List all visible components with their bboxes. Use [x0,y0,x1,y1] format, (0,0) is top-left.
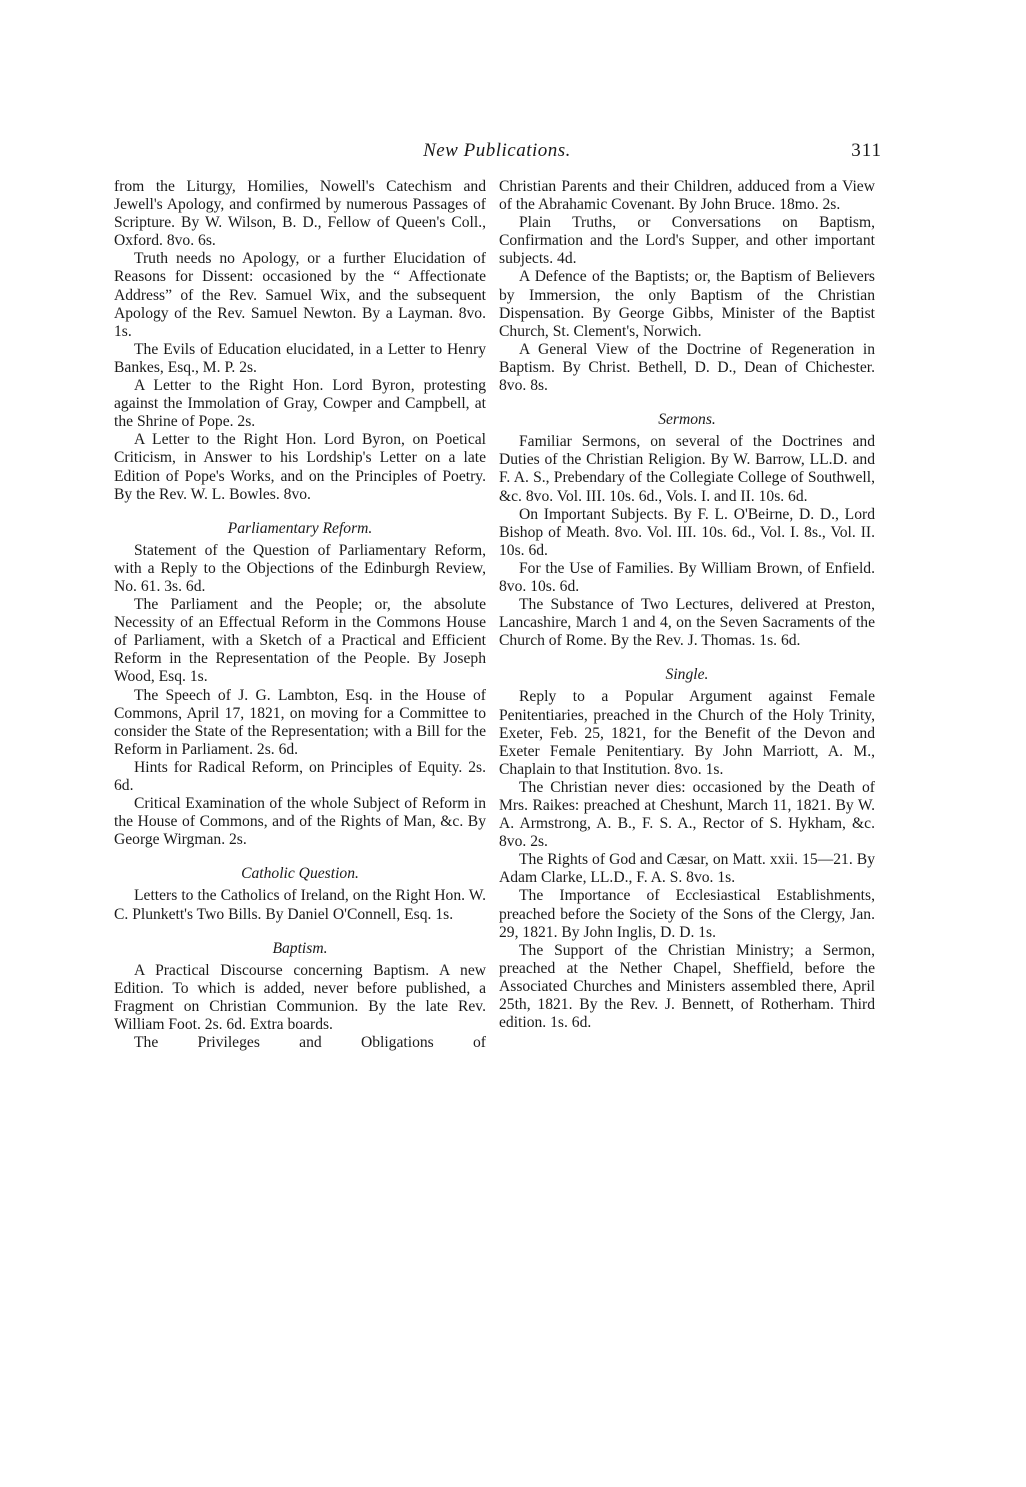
list-item: The Speech of J. G. Lambton, Esq. in the House of Commons, April 17, 1821, on moving for a Committee to consider the State of the Representation; with a Bill for the Reform in Parliament. 2s. 6d. [114,686,486,758]
section-heading-baptism: Baptism. [272,939,328,957]
section-heading-catholic-question: Catholic Question. [241,865,359,883]
section-heading-single: Single. [665,666,709,684]
list-item: Statement of the Question of Parliamentary Reform, with a Reply to the Objections of the Edinburgh Review, No. 61. 3s. 6d. [114,541,486,595]
right-column [499,178,875,1032]
list-item: The Parliament and the People; or, the absolute Necessity of an Effectual Reform in the Commons House of Parliament, with a Sketch of a Practical and Efficient Reform in the Representation of the People. By Joseph Wood, Esq. 1s. [114,596,486,686]
page-header [112,140,882,164]
list-item: A Defence of the Baptists; or, the Baptism of Believers by Immersion, the only Baptism of the Christian Dispensation. By George Gibbs, Minister of the Baptist Church, St. Clement's, Norwich. [499,268,875,340]
list-item: The Support of the Christian Ministry; a Sermon, preached at the Nether Chapel, Sheffield, before the Associated Churches and Ministers assembled there, April 25th, 1821. By the Rev. J. Bennett, of Rotherham. Third edition. 1s. 6d. [499,941,875,1032]
list-item: The Evils of Education elucidated, in a Letter to Henry Bankes, Esq., M. P. 2s. [114,340,486,376]
list-item: For the Use of Families. By William Brown, of Enfield. 8vo. 10s. 6d. [499,559,875,595]
list-item: Hints for Radical Reform, on Principles of Equity. 2s. 6d. [114,758,486,794]
list-item: A Letter to the Right Hon. Lord Byron, on Poetical Criticism, in Answer to his Lordship's Letter on a late Edition of Pope's Works, and on the Principles of Poetry. By the Rev. W. L. Bowles. 8vo. [114,431,486,503]
list-item: The Christian never dies: occasioned by the Death of Mrs. Raikes: preached at Cheshunt, March 11, 1821. By W. A. Armstrong, A. B., F. S. A., Rector of S. Hykham, &c. 8vo. 2s. [499,778,875,851]
list-item: A Letter to the Right Hon. Lord Byron, protesting against the Immolation of Gray, Cowper and Campbell, at the Shrine of Pope. 2s. [114,377,486,431]
list-item: Reply to a Popular Argument against Female Penitentiaries, preached in the Church of the Holy Trinity, Exeter, Feb. 25, 1821, for the Benefit of the Devon and Exeter Female Penitentiary. By John Marriott, A. M., Chaplain to that Institution. 8vo. 1s. [499,688,875,778]
continued-entry-start: The Privileges and Obligations of [134,1034,486,1052]
list-item: Critical Examination of the whole Subject of Reform in the House of Commons, and of the Rights of Man, &c. By George Wirgman. 2s. [114,795,486,849]
list-item: The Rights of God and Cæsar, on Matt. xxii. 15—21. By Adam Clarke, LL.D., F. A. S. 8vo. 1s. [499,851,875,887]
list-item: Christian Parents and their Children, adduced from a View of the Abrahamic Covenant. By John Bruce. 18mo. 2s. [499,178,875,214]
list-item: A Practical Discourse concerning Baptism. A new Edition. To which is added, never before published, a Fragment on Christian Communion. By the late Rev. William Foot. 2s. 6d. Extra boards. [114,961,486,1034]
list-item: Letters to the Catholics of Ireland, on the Right Hon. W. C. Plunkett's Two Bills. By Daniel O'Connell, Esq. 1s. [114,887,486,923]
list-item: from the Liturgy, Homilies, Nowell's Catechism and Jewell's Apology, and confirmed by numerous Passages of Scripture. By W. Wilson, B. D., Fellow of Queen's Coll., Oxford. 8vo. 6s. [114,178,486,250]
list-item: The Importance of Ecclesiastical Establishments, preached before the Society of the Sons of the Clergy, Jan. 29, 1821. By John Inglis, D. D. 1s. [499,887,875,941]
list-item: Truth needs no Apology, or a further Elucidation of Reasons for Dissent: occasioned by the “ Affectionate Address” of the Rev. Samuel Wix, and the subsequent Apology of the Rev. Samuel Newton. By a Layman. 8vo. 1s. [114,250,486,340]
running-head: New Publications. [423,140,571,161]
list-item: Familiar Sermons, on several of the Doctrines and Duties of the Christian Religion. By W. Barrow, LL.D. and F. A. S., Prebendary of the Collegiate College of Southwell, &c. 8vo. Vol. III. 10s. 6d., Vols. I. and II. 10s. 6d. [499,433,875,505]
list-item: A General View of the Doctrine of Regeneration in Baptism. By Christ. Bethell, D. D., Dean of Chichester. 8vo. 8s. [499,340,875,395]
section-heading-sermons: Sermons. [658,411,716,429]
section-heading-parliamentary-reform: Parliamentary Reform. [227,519,373,537]
list-item: Plain Truths, or Conversations on Baptism, Confirmation and the Lord's Supper, and other important subjects. 4d. [499,214,875,268]
list-item: The Substance of Two Lectures, delivered at Preston, Lancashire, March 1 and 4, on the Seven Sacraments of the Church of Rome. By the Rev. J. Thomas. 1s. 6d. [499,596,875,650]
left-column [114,178,486,1052]
list-item: On Important Subjects. By F. L. O'Beirne, D. D., Lord Bishop of Meath. 8vo. Vol. III. 10s. 6d., Vol. I. 8s., Vol. II. 10s. 6d. [499,505,875,559]
page-number: 311 [851,140,882,161]
